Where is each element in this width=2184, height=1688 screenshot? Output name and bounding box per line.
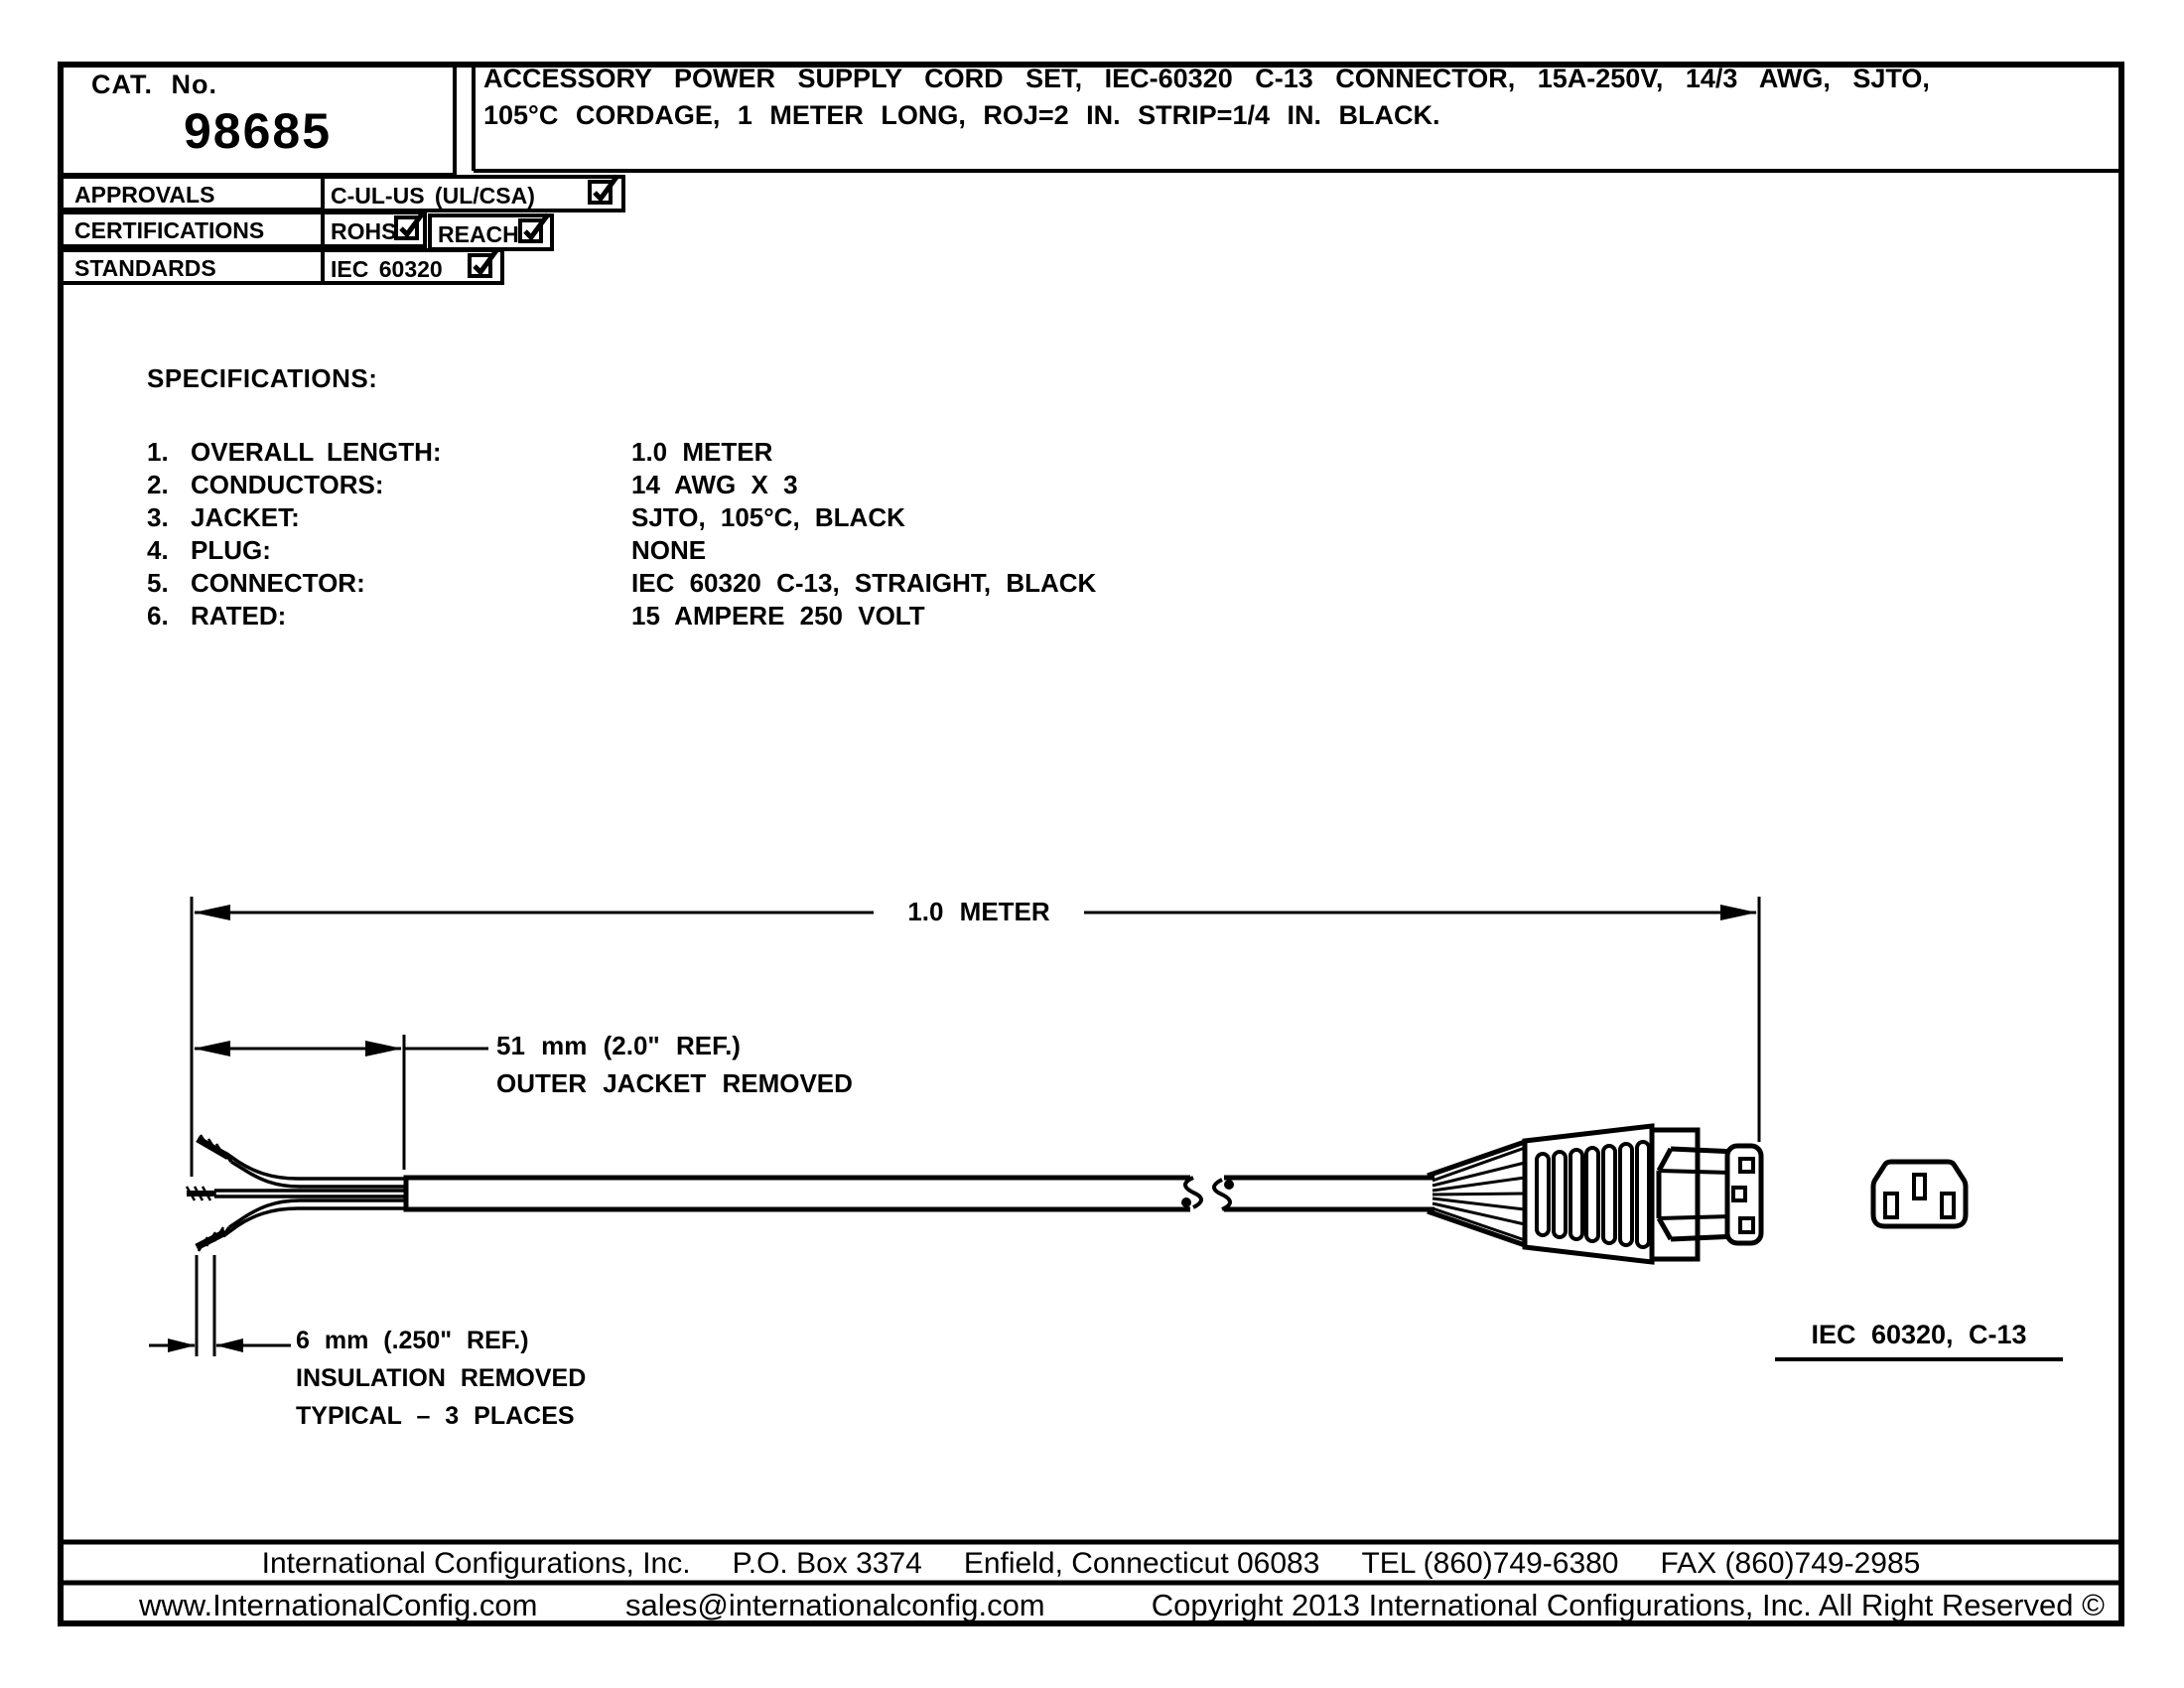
spec-value: 14 AWG X 3 [631,470,798,499]
footer-copyright: Copyright 2013 International Configurations, Inc. All Right Reserved © [1151,1588,2105,1622]
jacket-dim-caption: OUTER JACKET REMOVED [496,1068,853,1098]
footer-fax: FAX (860)749-2985 [1660,1547,1921,1580]
spec-num: 6. [147,601,169,631]
standards-row-label: STANDARDS [74,255,216,281]
overall-length-dim-label: 1.0 METER [874,897,1084,927]
certifications-row-label: CERTIFICATIONS [74,217,265,243]
strip-dim-label: 6 mm (.250" REF.) [296,1327,529,1354]
footer-city: Enfield, Connecticut 06083 [963,1547,1320,1580]
cat-no-label: CAT. No. [91,70,217,99]
jacket-dim-label: 51 mm (2.0" REF.) [496,1031,741,1060]
footer-email: sales@internationalconfig.com [625,1588,1045,1622]
footer-pobox: P.O. Box 3374 [732,1547,922,1580]
spec-value: IEC 60320 C-13, STRAIGHT, BLACK [631,568,1097,598]
spec-label: CONDUCTORS: [191,470,384,499]
strip-dim-caption2: TYPICAL – 3 PLACES [296,1402,575,1430]
approvals-value: C-UL-US (UL/CSA) [331,183,535,209]
spec-label: PLUG: [191,535,271,565]
connector-face-view [1873,1162,1966,1226]
connector-type-label: IEC 60320, C-13 [1775,1320,2063,1361]
spec-num: 2. [147,470,169,499]
spec-value: 1.0 METER [631,437,773,467]
spec-label: JACKET: [191,502,300,532]
description-line-2: 105°C CORDAGE, 1 METER LONG, ROJ=2 IN. STRIP=1/4 IN. BLACK. [483,100,1440,130]
certification-rohs: ROHS [331,218,397,244]
cable-jacket [406,1178,1434,1209]
specifications-heading: SPECIFICATIONS: [147,363,378,393]
strip-dim-caption1: INSULATION REMOVED [296,1364,587,1392]
approvals-row-label: APPROVALS [74,182,215,208]
spec-value: 15 AMPERE 250 VOLT [631,601,925,631]
spec-value: NONE [631,535,707,565]
spec-num: 3. [147,502,169,532]
footer-company: International Configurations, Inc. [261,1547,691,1580]
description-line-1: ACCESSORY POWER SUPPLY CORD SET, IEC-60320 C-13 CONNECTOR, 15A-250V, 14/3 AWG, SJTO, [483,64,1930,93]
footer-tel: TEL (860)749-6380 [1361,1547,1619,1580]
jacket-removed-dimension [194,1035,488,1170]
cat-no-value: 98685 [183,103,333,159]
overall-length-dimension [192,897,1759,1177]
spec-label: RATED: [191,601,287,631]
stripped-conductors [187,1135,406,1251]
spec-label: CONNECTOR: [191,568,365,598]
spec-num: 4. [147,535,169,565]
spec-label: OVERALL LENGTH: [191,437,442,467]
spec-value: SJTO, 105°C, BLACK [631,502,905,532]
footer-website: www.InternationalConfig.com [139,1588,538,1622]
spec-num: 1. [147,437,169,467]
spec-num: 5. [147,568,169,598]
certification-reach: REACH [438,221,519,247]
insulation-removed-dimension [149,1255,291,1356]
strain-relief [1428,1142,1525,1245]
footer-company-line [61,1547,2121,1581]
standards-value: IEC 60320 [331,256,443,282]
